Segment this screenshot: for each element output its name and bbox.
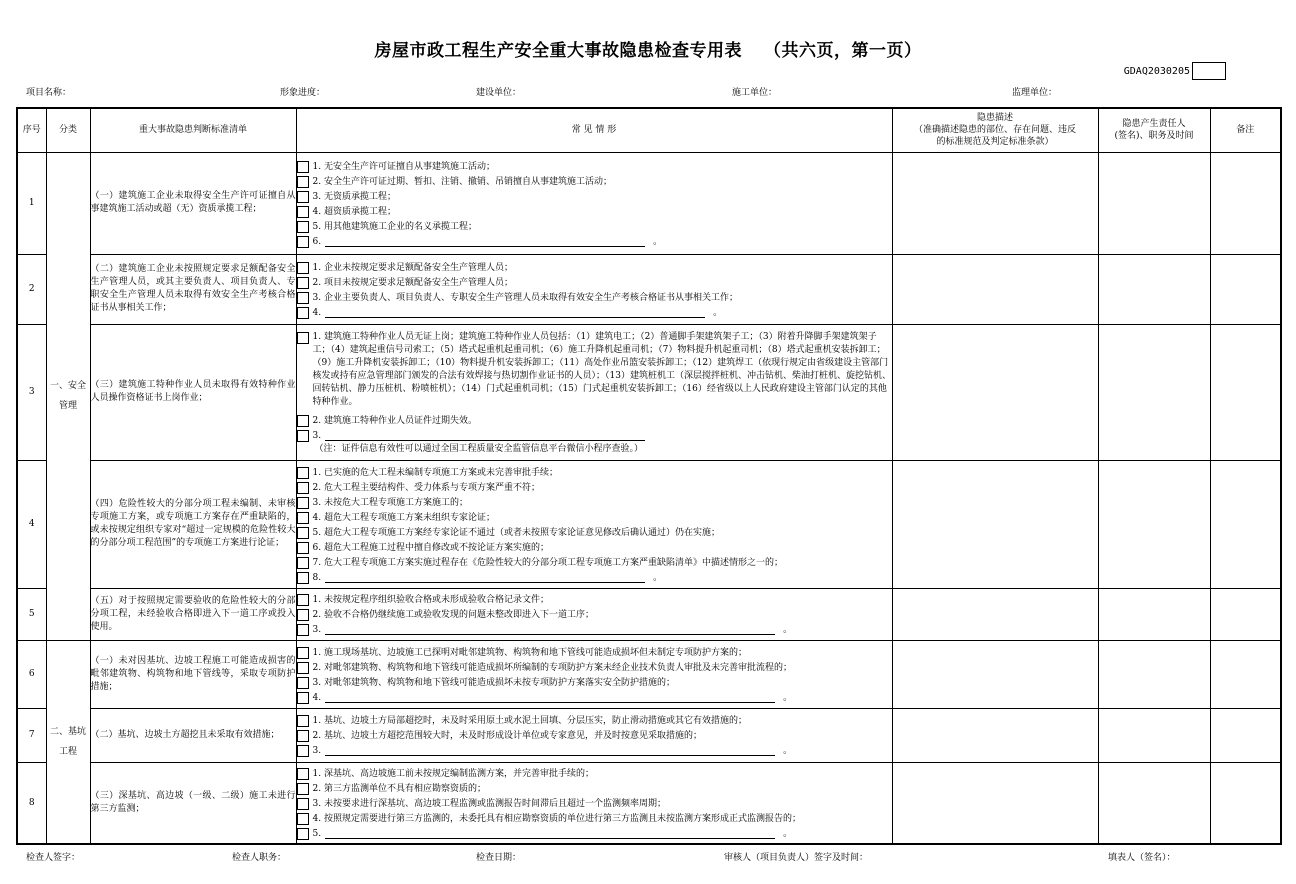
situation-item	[297, 276, 892, 290]
checkbox[interactable]	[297, 307, 309, 319]
checkbox[interactable]	[297, 813, 309, 825]
situation-text: 1. 企业未按规定要求足额配备安全生产管理人员；	[312, 262, 513, 273]
row-standard: （三）深基坑、高边坡（一级、二级）施工未进行第三方监测；	[90, 762, 296, 844]
situation-item	[297, 414, 892, 428]
row-standard: （一）建筑施工企业未取得安全生产许可证擅自从事建筑施工活动或超（无）资质承揽工程；	[90, 152, 296, 254]
row-situations	[296, 152, 892, 254]
situation-item	[297, 205, 892, 219]
situation-text: 2. 项目未按规定要求足额配备安全生产管理人员；	[312, 277, 513, 288]
situation-item	[297, 782, 892, 796]
situation-text: 2. 安全生产许可证过期、暂扣、注销、撤销、吊销擅自从事建筑施工活动；	[312, 176, 612, 187]
checkbox[interactable]	[297, 221, 309, 233]
situation-text: 1. 未按规定程序组织验收合格或未形成验收合格记录文件；	[312, 595, 549, 605]
row-remark[interactable]	[1210, 762, 1281, 844]
situation-text: 3. 企业主要负责人、项目负责人、专职安全生产管理人员未取得有效安全生产考核合格证书从事相关工作；	[312, 292, 738, 303]
checkbox[interactable]	[297, 292, 309, 304]
situation-text: 2. 对毗邻建筑物、构筑物和地下管线可能造成损坏所编制的专项防护方案未经企业技术负责人审批及未完善审批流程的；	[312, 662, 792, 673]
situation-item	[297, 541, 892, 555]
form-code-text: GDAQ2030205	[1123, 65, 1190, 77]
page-title	[0, 36, 1296, 61]
situation-item	[297, 481, 892, 495]
project-info-row	[26, 85, 1276, 99]
checkbox[interactable]	[297, 692, 309, 704]
contractor-label: 施工单位：	[732, 88, 778, 98]
verification-note: （注：证件信息有效性可以通过全国工程质量安全监管信息平台微信小程序查验。）	[314, 443, 644, 454]
checkbox[interactable]	[297, 236, 309, 248]
row-description[interactable]	[892, 762, 1098, 844]
situation-item: 4. 。	[297, 306, 892, 320]
row-situations	[296, 324, 892, 460]
situation-text: 2. 第三方监测单位不具有相应勘察资质的；	[312, 783, 486, 794]
checkbox[interactable]	[297, 730, 309, 742]
project-name-label: 项目名称：	[26, 88, 72, 98]
row-description[interactable]	[892, 588, 1098, 640]
table-row	[17, 324, 1281, 460]
row-remark[interactable]	[1210, 640, 1281, 708]
situation-text: 5. 用其他建筑施工企业的名义承揽工程；	[312, 221, 477, 232]
situation-item: 3. 。	[297, 744, 892, 758]
row-responsible[interactable]	[1098, 254, 1210, 324]
situation-text: 4.	[312, 307, 322, 318]
checkbox[interactable]	[297, 572, 309, 584]
row-responsible[interactable]	[1098, 152, 1210, 254]
row-description[interactable]	[892, 324, 1098, 460]
row-standard: （二）建筑施工企业未按照规定要求足额配备安全生产管理人员，或其主要负责人、项目负责人、专职安全生产管理人员未取得有效安全生产考核合格证书从事相关工作；	[90, 254, 296, 324]
situation-text: 4. 超危大工程专项施工方案未组织专家论证；	[312, 512, 495, 523]
checkbox[interactable]	[297, 467, 309, 479]
situation-item	[297, 767, 892, 781]
checkbox[interactable]	[297, 624, 309, 636]
table-row	[17, 254, 1281, 324]
signature-footer	[26, 850, 1276, 864]
situation-item	[297, 676, 892, 690]
col-remark: 备注	[1210, 108, 1281, 152]
situation-item	[297, 556, 892, 570]
col-no: 序号	[17, 108, 46, 152]
situation-item	[297, 261, 892, 275]
situation-text: 6.	[312, 236, 322, 247]
title-text: 房屋市政工程生产安全重大事故隐患检查专用表	[374, 41, 742, 61]
fill-in-line[interactable]	[325, 691, 775, 703]
form-code-box[interactable]	[1192, 62, 1226, 80]
fill-in-line[interactable]	[325, 623, 775, 635]
checkbox[interactable]	[297, 677, 309, 689]
row-responsible[interactable]	[1098, 640, 1210, 708]
situation-text: 4. 按照规定需要进行第三方监测的，未委托具有相应勘察资质的单位进行第三方监测且未按监测方案形成正式监测报告的；	[312, 813, 801, 824]
row-description[interactable]	[892, 708, 1098, 762]
situation-text: 2. 危大工程主要结构件、受力体系与专项方案严重不符；	[312, 482, 540, 493]
fill-in-line[interactable]	[325, 235, 645, 247]
category-safety	[46, 152, 90, 640]
checkbox[interactable]	[297, 542, 309, 554]
checkbox[interactable]	[297, 430, 309, 442]
situation-item	[297, 429, 892, 443]
inspection-date-label: 检查日期：	[476, 853, 522, 863]
situation-text: 3. 对毗邻建筑物、构筑物和地下管线可能造成损坏未按专项防护方案落实安全防护措施的；	[312, 677, 675, 688]
table-row	[17, 152, 1281, 254]
situation-item	[297, 511, 892, 525]
row-situations	[296, 640, 892, 708]
situation-text: 6. 超危大工程施工过程中擅自修改或不按论证方案实施的；	[312, 542, 549, 553]
fill-in-line[interactable]	[325, 429, 645, 441]
situation-text: 3.	[312, 625, 322, 635]
situation-item	[297, 190, 892, 204]
col-situation: 常 见 情 形	[296, 108, 892, 152]
supervisor-label: 监理单位：	[1012, 88, 1058, 98]
situation-text: 3. 未按要求进行深基坑、高边坡工程监测或监测报告时间滞后且超过一个监测频率周期；	[312, 798, 666, 809]
col-description-title: 隐患描述	[976, 113, 1013, 124]
row-remark[interactable]	[1210, 588, 1281, 640]
col-responsible-sub: (签名)、职务及时间	[1114, 131, 1194, 142]
category-safety-label: 一、安全管理	[49, 381, 86, 411]
situation-item	[297, 661, 892, 675]
situation-text: 1. 施工现场基坑、边坡施工已探明对毗邻建筑物、构筑物和地下管线可能造成损坏但未制定专项防护方案的；	[312, 647, 747, 658]
checkbox[interactable]	[297, 176, 309, 188]
checkbox[interactable]	[297, 512, 309, 524]
checkbox[interactable]	[297, 594, 309, 606]
row-description[interactable]	[892, 460, 1098, 588]
checkbox[interactable]	[297, 206, 309, 218]
row-responsible[interactable]	[1098, 588, 1210, 640]
row-no: 6	[17, 640, 46, 708]
page-info: （共六页，第一页）	[764, 41, 922, 61]
situation-item	[297, 175, 892, 189]
col-description-sub: （准确描述隐患的部位、存在问题、违反的标准规范及判定标准条款）	[913, 125, 1076, 148]
col-description	[892, 108, 1098, 152]
checkbox[interactable]	[297, 662, 309, 674]
form-code	[1124, 62, 1226, 80]
row-description[interactable]	[892, 640, 1098, 708]
checkbox[interactable]	[297, 768, 309, 780]
row-responsible[interactable]	[1098, 460, 1210, 588]
row-no: 3	[17, 324, 46, 460]
checkbox[interactable]	[297, 332, 309, 344]
filler-signature-label: 填表人（签名）：	[1108, 853, 1176, 863]
row-situations	[296, 254, 892, 324]
category-pit	[46, 640, 90, 844]
row-remark[interactable]	[1210, 460, 1281, 588]
row-standard: （三）建筑施工特种作业人员未取得有效特种作业人员操作资格证书上岗作业；	[90, 324, 296, 460]
situation-text: 5. 超危大工程专项施工方案经专家论证不通过（或者未按照专家论证意见修改后确认通过）仍在实施；	[312, 527, 720, 538]
situation-text: 1. 基坑、边坡土方局部超挖时，未及时采用原土或水泥土回填、分层压实，防止滑动措施或其它有效措施的；	[312, 716, 747, 726]
situation-item: 6. 。	[297, 235, 892, 249]
situation-item	[297, 331, 892, 409]
inspector-signature-label: 检查人签字：	[26, 853, 81, 863]
checkbox[interactable]	[297, 715, 309, 727]
situation-item	[297, 160, 892, 174]
inspector-position-label: 检查人职务：	[232, 853, 287, 863]
row-remark[interactable]	[1210, 152, 1281, 254]
row-situations	[296, 708, 892, 762]
row-responsible[interactable]	[1098, 708, 1210, 762]
situation-item	[297, 729, 892, 743]
situation-text: 2. 建筑施工特种作业人员证件过期失效。	[312, 415, 477, 426]
situation-text: 4. 超资质承揽工程；	[312, 206, 396, 217]
situation-item	[297, 526, 892, 540]
progress-label: 形象进度：	[280, 88, 326, 98]
situation-text: 1. 已实施的危大工程未编制专项施工方案或未完善审批手续；	[312, 467, 558, 478]
col-responsible	[1098, 108, 1210, 152]
situation-text: 1. 无安全生产许可证擅自从事建筑施工活动；	[312, 161, 495, 172]
situation-item	[297, 466, 892, 480]
situation-text: 3.	[312, 430, 322, 441]
situation-text: 3. 未按危大工程专项施工方案施工的；	[312, 497, 468, 508]
situation-item: 3. 。	[297, 623, 892, 637]
table-row	[17, 588, 1281, 640]
situation-item	[297, 797, 892, 811]
situation-text: 5.	[312, 828, 322, 839]
situation-item	[297, 812, 892, 826]
col-responsible-title: 隐患产生责任人	[1122, 119, 1186, 130]
row-description[interactable]	[892, 152, 1098, 254]
row-situations	[296, 762, 892, 844]
checkbox[interactable]	[297, 783, 309, 795]
situation-item	[297, 291, 892, 305]
situation-item: 5. 。	[297, 827, 892, 841]
row-no: 4	[17, 460, 46, 588]
checkbox[interactable]	[297, 557, 309, 569]
row-situations	[296, 588, 892, 640]
situation-text: 4.	[312, 692, 322, 703]
row-no: 2	[17, 254, 46, 324]
situation-text: 2. 验收不合格仍继续施工或验收发现的问题未整改即进入下一道工序；	[312, 610, 594, 620]
table-header	[17, 108, 1281, 152]
checkbox[interactable]	[297, 828, 309, 840]
table-row	[17, 460, 1281, 588]
checkbox[interactable]	[297, 277, 309, 289]
table-row	[17, 708, 1281, 762]
checkbox[interactable]	[297, 798, 309, 810]
row-responsible[interactable]	[1098, 324, 1210, 460]
row-remark[interactable]	[1210, 708, 1281, 762]
reviewer-signature-label: 审核人（项目负责人）签字及时间：	[724, 853, 869, 863]
row-standard: （五）对于按照规定需要验收的危险性较大的分部分项工程，未经验收合格即进入下一道工序或投入使用。	[90, 588, 296, 640]
fill-in-line[interactable]	[325, 571, 645, 583]
checkbox[interactable]	[297, 609, 309, 621]
col-standard: 重大事故隐患判断标准清单	[90, 108, 296, 152]
row-no: 7	[17, 708, 46, 762]
situation-text: 3.	[312, 746, 322, 756]
checkbox[interactable]	[297, 191, 309, 203]
table-row	[17, 640, 1281, 708]
situation-text: 1. 深基坑、高边坡施工前未按规定编制监测方案，并完善审批手续的；	[312, 768, 594, 779]
inspection-table	[16, 107, 1282, 845]
situation-text: 1. 建筑施工特种作业人员无证上岗；建筑施工特种作业人员包括：（1）建筑电工；（2）普通脚手架建筑架子工；（3）附着升降脚手架建筑架子工；（4）建筑起重信号司索工；（5）塔式起重机起重司机；（6）施工升降机起重司机；（7）物料提升机起重司机；（8）塔式起重机安装拆卸工；（9）施工升降机安装拆卸工；（10）物料提升机安装拆卸工；（11）高处作业吊篮安装拆卸工；（12）建筑焊工（依现行规定由省级建设主管部门核发或持有应急管理部门颁发的合法有效焊接与热切割作业证书的人员）；（13）建筑桩机工（深层搅拌桩机、冲击钻机、柴油打桩机、旋挖钻机、回转钻机、静力压桩机、粉喷桩机）；（14）门式起重机司机；（15）门式起重机安装拆卸工；（16）经省级以上人民政府建设主管部门认定的其他特种作业。	[312, 331, 891, 407]
row-responsible[interactable]	[1098, 762, 1210, 844]
row-remark[interactable]	[1210, 254, 1281, 324]
fill-in-line[interactable]	[325, 827, 775, 839]
situation-item: 4. 。	[297, 691, 892, 705]
row-remark[interactable]	[1210, 324, 1281, 460]
situation-text: 3. 无资质承揽工程；	[312, 191, 396, 202]
checkbox[interactable]	[297, 527, 309, 539]
checkbox[interactable]	[297, 647, 309, 659]
row-standard: （四）危险性较大的分部分项工程未编制、未审核专项施工方案，或专项施工方案存在严重缺陷的，或未按规定组织专家对“超过一定规模的危险性较大的分部分项工程范围”的专项施工方案进行论证；	[90, 460, 296, 588]
situation-item	[297, 608, 892, 622]
row-description[interactable]	[892, 254, 1098, 324]
situation-text: 7. 危大工程专项施工方案实施过程存在《危险性较大的分部分项工程专项施工方案严重缺陷清单》中描述情形之一的；	[312, 557, 783, 568]
checkbox[interactable]	[297, 415, 309, 427]
row-no: 1	[17, 152, 46, 254]
row-no: 5	[17, 588, 46, 640]
checkbox[interactable]	[297, 482, 309, 494]
fill-in-line[interactable]	[325, 744, 775, 756]
row-standard: （一）未对因基坑、边坡工程施工可能造成损害的毗邻建筑物、构筑物和地下管线等，采取专项防护措施；	[90, 640, 296, 708]
checkbox[interactable]	[297, 745, 309, 757]
situation-item	[297, 646, 892, 660]
col-category: 分类	[46, 108, 90, 152]
situation-text: 2. 基坑、边坡土方超挖范围较大时，未及时形成设计单位或专家意见，并及时按意见采取措施的；	[312, 731, 702, 741]
checkbox[interactable]	[297, 262, 309, 274]
situation-text: 8.	[312, 572, 322, 583]
situation-item	[297, 220, 892, 234]
builder-label: 建设单位：	[476, 88, 522, 98]
fill-in-line[interactable]	[325, 306, 705, 318]
row-situations	[296, 460, 892, 588]
situation-item	[297, 714, 892, 728]
table-row	[17, 762, 1281, 844]
category-pit-label: 二、基坑工程	[49, 726, 86, 757]
row-standard: （二）基坑、边坡土方超挖且未采取有效措施；	[90, 708, 296, 762]
situation-item: 8. 。	[297, 571, 892, 585]
row-no: 8	[17, 762, 46, 844]
checkbox[interactable]	[297, 497, 309, 509]
situation-item	[297, 496, 892, 510]
situation-item	[297, 593, 892, 607]
checkbox[interactable]	[297, 161, 309, 173]
